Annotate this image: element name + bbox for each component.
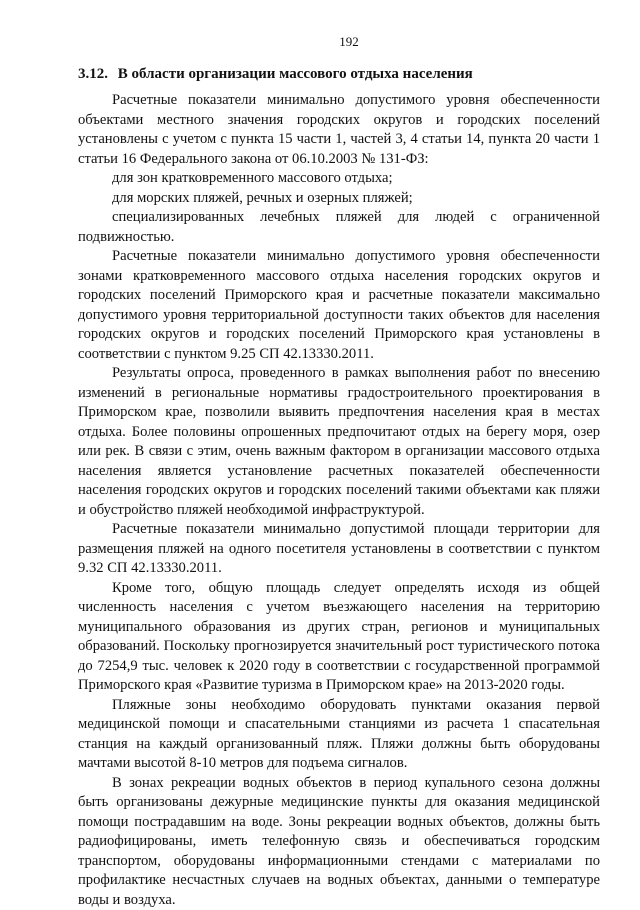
paragraph: Кроме того, общую площадь следует определять исходя из общей численность населения с учетом въезжающего населения на территорию муниципального образования из других стран, регионов и муниципальных образований. Поскольку прогнозируется значительный рост туристического потока до 7254,9 тыс. человек к 2020 году в соответствии с государственной программой Приморского края «Развитие туризма в Приморском крае» на 2013-2020 годы. <box>78 579 600 696</box>
section-heading <box>78 65 600 83</box>
list-item: для морских пляжей, речных и озерных пляжей; <box>78 189 600 209</box>
paragraph: Расчетные показатели минимально допустимого уровня обеспеченности зонами кратковременного массового отдыха населения городских округов и городских поселений Приморского края и расчетные показатели максимально допустимого уровня территориальной доступности таких объектов для населения городских округов и городских поселений Приморского края установлены в соответствии с пунктом 9.25 СП 42.13330.2011. <box>78 247 600 364</box>
paragraph: Расчетные показатели минимально допустимого уровня обеспеченности объектами местного значения городских округов и городских поселений установлены с учетом с пункта 15 части 1, частей 3, 4 статьи 14, пункта 20 части 1 статьи 16 Федерального закона от 06.10.2003 № 131-ФЗ: <box>78 91 600 169</box>
paragraph: Пляжные зоны необходимо оборудовать пунктами оказания первой медицинской помощи и спасательными станциями из расчета 1 спасательная станция на каждый организованный пляж. Пляжи должны быть оборудованы мачтами высотой 8-10 метров для подъема сигналов. <box>78 696 600 774</box>
section-title: В области организации массового отдыха населения <box>118 66 473 82</box>
list <box>78 169 600 247</box>
page-number: 192 <box>98 34 600 50</box>
section-number: 3.12. <box>78 66 108 82</box>
document-page <box>78 34 600 910</box>
list-item: специализированных лечебных пляжей для людей с ограниченной подвижностью. <box>78 208 600 247</box>
paragraph: Результаты опроса, проведенного в рамках выполнения работ по внесению изменений в региональные нормативы градостроительного проектирования в Приморском крае, позволили выявить предпочтения населения края в местах отдыха. Более половины опрошенных предпочитают отдых на берегу моря, озер или рек. В связи с этим, очень важным фактором в организации массового отдыха населения является установление расчетных показателей обеспеченности населения городских округов и городских поселений такими объектами как пляжи и обустройство пляжей необходимой инфраструктурой. <box>78 364 600 520</box>
paragraph: Расчетные показатели минимально допустимой площади территории для размещения пляжей на одного посетителя установлены в соответствии с пунктом 9.32 СП 42.13330.2011. <box>78 520 600 579</box>
paragraph: В зонах рекреации водных объектов в период купального сезона должны быть организованы дежурные медицинские пункты для оказания медицинской помощи пострадавшим на воде. Зоны рекреации водных объектов, должны быть радиофицированы, иметь телефонную связь и обеспечиваться городским транспортом, оборудованы информационными стендами с материалами по профилактике несчастных случаев на водных объектах, данными о температуре воды и воздуха. <box>78 774 600 910</box>
list-item: для зон кратковременного массового отдыха; <box>78 169 600 189</box>
